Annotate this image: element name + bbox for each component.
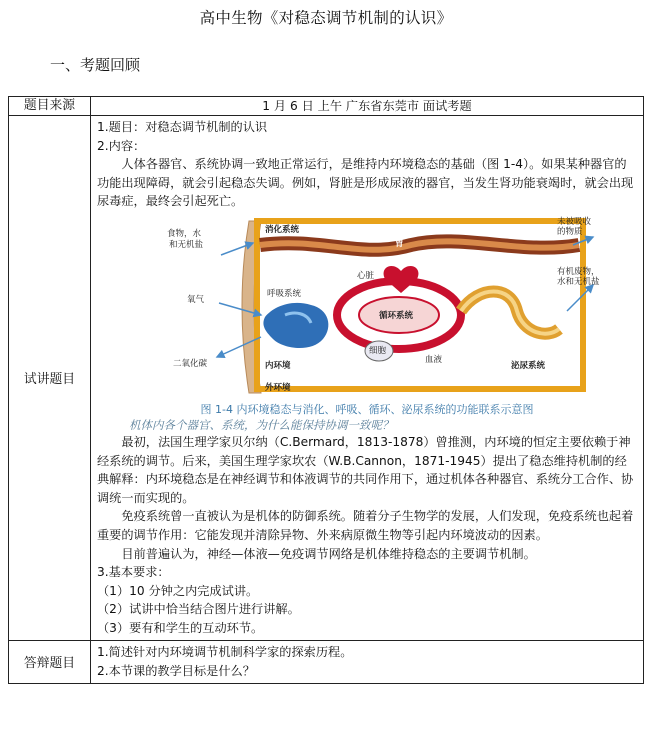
table-row xyxy=(9,116,644,641)
requirements-heading: 3.基本要求： xyxy=(97,565,170,580)
defense-content xyxy=(91,640,644,683)
table-row xyxy=(9,640,644,683)
label-internal: 内环境 xyxy=(265,360,291,371)
label-heart: 心脏 xyxy=(357,270,375,281)
label-urinary: 泌尿系统 xyxy=(511,360,546,371)
label-unabsorbed: 未被吸收 xyxy=(557,216,592,227)
trial-label: 试讲题目 xyxy=(9,116,91,641)
defense-question-1: 1.简述针对内环境调节机制科学家的探索历程。 xyxy=(97,644,353,659)
trial-content xyxy=(91,116,644,641)
section-heading: 一、考题回顾 xyxy=(50,56,141,74)
label-oxygen: 氧气 xyxy=(187,294,205,305)
label-waste-2: 水和无机盐 xyxy=(557,276,600,287)
label-food: 食物，水 xyxy=(167,228,202,239)
trial-topic: 1.题目：对稳态调节机制的认识 xyxy=(97,120,268,134)
label-external: 外环境 xyxy=(265,382,291,393)
figure-caption: 图 1-4 内环境稳态与消化、呼吸、循环、泌尿系统的功能联系示意图 xyxy=(200,402,534,416)
requirement-1: （1）10 分钟之内完成试讲。 xyxy=(97,583,259,598)
label-stomach: 胃 xyxy=(395,238,404,249)
paragraph-4: 目前普遍认为，神经—体液—免疫调节网络是机体维持稳态的主要调节机制。 xyxy=(121,546,536,561)
defense-question-2: 2.本节课的教学目标是什么？ xyxy=(97,663,255,678)
label-blood: 血液 xyxy=(425,354,443,365)
paragraph-3: 免疫系统曾一直被认为是机体的防御系统。随着分子生物学的发展，人们发现，免疫系统也起着重要的调节作用：它能发现并清除异物、外来病原微生物等引起内环境波动的因素。 xyxy=(97,509,634,542)
lung xyxy=(263,303,328,348)
label-cell: 细胞 xyxy=(369,345,387,356)
paragraph-1: 人体各器官、系统协调一致地正常运行，是维持内环境稳态的基础（图 1-4）。如果某种器官的功能出现障碍，就会引起稳态失调。例如，肾脏是形成尿液的器官，当发生肾功能衰竭时，就会出现尿毒症，最终会引起死亡。 xyxy=(97,157,634,209)
defense-label: 答辩题目 xyxy=(9,640,91,683)
paragraph-2: 最初，法国生理学家贝尔纳（C.Bermard，1813-1878）曾推测，内环境的恒定主要依赖于神经系统的调节。后来，美国生理学家坎农（W.B.Cannon，1871-1945）提出了稳态维持机制的经典解释：内环境稳态是在神经调节和体液调节的共同作用下，通过机体各种器官、系统分工合作、协调统一而实现的。 xyxy=(97,434,634,505)
label-digestive: 消化系统 xyxy=(265,224,300,235)
source-value: 1 月 6 日 上午 广东省东莞市 面试考题 xyxy=(91,97,644,116)
requirement-3: （3）要有和学生的互动环节。 xyxy=(97,620,264,635)
homeostasis-diagram xyxy=(161,215,601,401)
content-heading: 2.内容： xyxy=(97,138,146,153)
heart xyxy=(384,266,419,293)
label-co2: 二氧化碳 xyxy=(173,358,208,369)
source-label: 题目来源 xyxy=(9,97,91,116)
exam-table xyxy=(8,96,644,684)
label-circulatory: 循环系统 xyxy=(379,310,414,321)
handwritten-note: 机体内各个器官、系统，为什么能保持协调一致呢？ xyxy=(129,417,394,432)
table-row xyxy=(9,97,644,116)
label-food-2: 和无机盐 xyxy=(169,239,204,250)
label-waste: 有机废物， xyxy=(557,266,600,277)
label-respiratory: 呼吸系统 xyxy=(267,288,302,299)
page-title: 高中生物《对稳态调节机制的认识》 xyxy=(199,9,453,27)
diagram-svg xyxy=(161,215,601,401)
label-unabsorbed-2: 的物质 xyxy=(557,226,583,237)
requirement-2: （2）试讲中恰当结合图片进行讲解。 xyxy=(97,602,300,617)
